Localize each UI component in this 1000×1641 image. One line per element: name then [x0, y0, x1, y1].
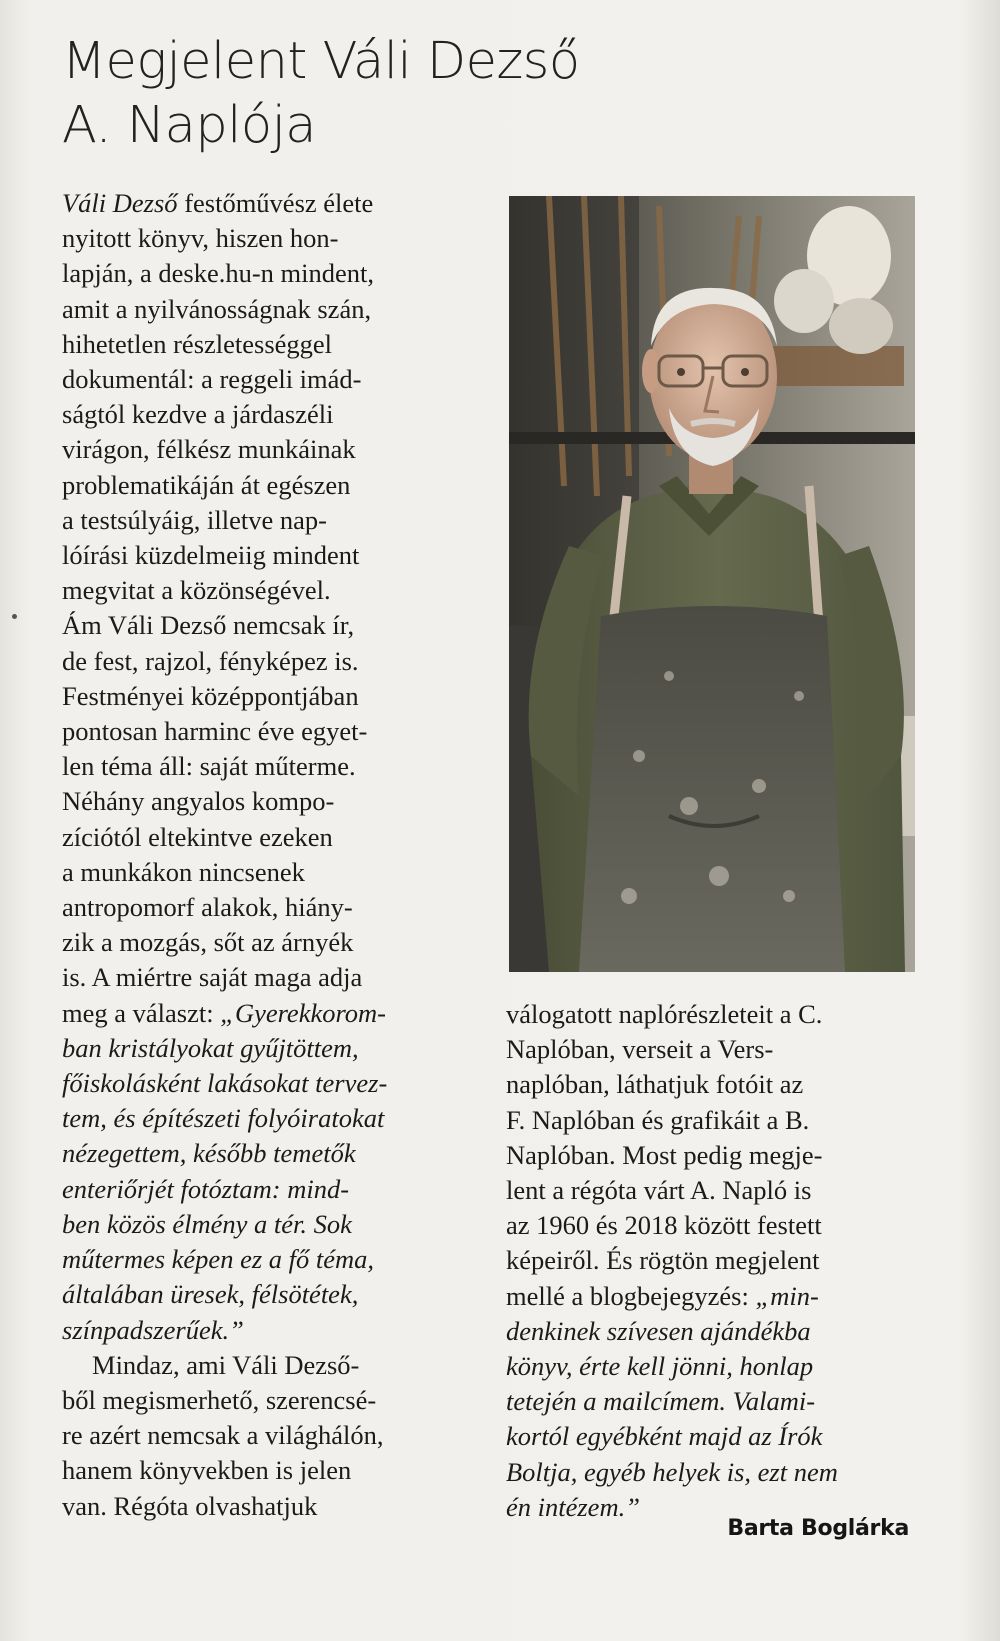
text-line: az 1960 és 2018 között festett	[506, 1210, 822, 1241]
painter-portrait-photo	[509, 196, 915, 972]
text-line: dokumentál: a reggeli imád-	[62, 364, 362, 395]
text-line	[506, 1279, 916, 1314]
text-line: naplóban, láthatjuk fotóit az	[506, 1069, 804, 1100]
text-line: lent a régóta várt A. Napló is	[506, 1175, 812, 1206]
italic-text-run: könyv, érte kell jönni, honlap	[506, 1351, 814, 1382]
text-line: a testsúlyáig, illetve nap-	[62, 504, 327, 535]
text-line	[62, 186, 472, 221]
text-line: zik a mozgás, sőt az árnyék	[62, 927, 354, 958]
text-line: nyitott könyv, hiszen hon-	[62, 223, 339, 254]
italic-text-run: én intézem.”	[506, 1491, 640, 1522]
text-line	[506, 1314, 916, 1349]
text-line: len téma áll: saját műterme.	[62, 751, 356, 782]
text-line	[62, 1207, 472, 1242]
text-line: Naplóban. Most pedig megje-	[506, 1139, 823, 1170]
text-line	[506, 1349, 916, 1384]
italic-text-run: általában üresek, félsötétek,	[62, 1279, 359, 1310]
text-run: mellé a blogbejegyzés:	[506, 1280, 756, 1311]
text-line: Festményei középpontjában	[62, 680, 359, 711]
article-body-right-column	[506, 997, 916, 1525]
text-line: F. Naplóban és grafikáit a B.	[506, 1104, 810, 1135]
text-line	[506, 1419, 916, 1454]
text-run: festőművész élete	[177, 188, 374, 218]
text-line: ságtól kezdve a járdaszéli	[62, 399, 334, 430]
italic-text-run: „min-	[755, 1280, 819, 1311]
painter-portrait-illustration	[509, 196, 915, 972]
text-line: lóírási küzdelmeiig mindent	[62, 540, 360, 571]
text-line: amit a nyilvánosságnak szán,	[62, 293, 372, 324]
italic-text-run: főiskolásként lakásokat tervez-	[62, 1068, 388, 1099]
text-line: virágon, félkész munkáinak	[62, 434, 356, 465]
text-line: válogatott naplórészleteit a C.	[506, 999, 823, 1029]
text-line: Mindaz, ami Váli Dezső-	[92, 1349, 360, 1380]
text-line	[506, 1384, 916, 1419]
italic-text-run: Váli Dezső	[62, 188, 178, 218]
article-title	[62, 30, 580, 158]
text-line: hihetetlen részletességgel	[62, 328, 333, 359]
text-line: pontosan harminc éve egyet-	[62, 716, 368, 747]
author-byline: Barta Boglárka	[727, 1516, 909, 1541]
text-line: ből megismerhető, szerencsé-	[62, 1384, 377, 1415]
italic-text-run: Boltja, egyéb helyek is, ezt nem	[506, 1456, 838, 1487]
title-line-1: Megjelent Váli Dezső	[62, 32, 580, 91]
text-line	[62, 996, 472, 1031]
text-line	[62, 1242, 472, 1277]
italic-text-run: nézegettem, később temetők	[62, 1138, 356, 1169]
scan-speck	[12, 614, 17, 619]
text-line: zíciótól eltekintve ezeken	[62, 821, 333, 852]
text-line: megvitat a közönségével.	[62, 575, 331, 606]
italic-text-run: enteriőrjét fotóztam: mind-	[62, 1173, 350, 1204]
text-line	[62, 1172, 472, 1207]
title-line-2: A. Naplója	[62, 96, 316, 155]
text-line: is. A miértre saját maga adja	[62, 962, 363, 993]
italic-text-run: tem, és építészeti folyóiratokat	[62, 1103, 385, 1134]
italic-text-run: tetején a mailcímem. Valami-	[506, 1386, 816, 1417]
text-line	[506, 1455, 916, 1490]
text-line: lapján, a deske.hu-n mindent,	[62, 258, 375, 289]
text-line	[62, 1066, 472, 1101]
text-line: Naplóban, verseit a Vers-	[506, 1034, 774, 1065]
text-line	[62, 1031, 472, 1066]
italic-text-run: műtermes képen ez a fő téma,	[62, 1244, 375, 1275]
text-line: képeiről. És rögtön megjelent	[506, 1245, 820, 1276]
italic-text-run: kortól egyébként majd az Írók	[506, 1421, 823, 1452]
text-line: Néhány angyalos kompo-	[62, 786, 335, 817]
text-line	[62, 1136, 472, 1171]
text-line	[62, 1277, 472, 1312]
text-line: problematikáján át egészen	[62, 469, 351, 500]
text-line: hanem könyvekben is jelen	[62, 1455, 352, 1486]
article-body-left-column	[62, 186, 472, 1524]
text-line	[62, 1101, 472, 1136]
italic-text-run: ben közös élmény a tér. Sok	[62, 1208, 352, 1239]
text-line: Ám Váli Dezső nemcsak ír,	[62, 610, 355, 641]
text-line: re azért nemcsak a világhálón,	[62, 1420, 384, 1451]
text-line: a munkákon nincsenek	[62, 856, 305, 887]
italic-text-run: ban kristályokat gyűjtöttem,	[62, 1032, 359, 1063]
text-line: van. Régóta olvashatjuk	[62, 1490, 318, 1521]
italic-text-run: színpadszerűek.”	[62, 1314, 244, 1345]
text-line: de fest, rajzol, fényképez is.	[62, 645, 359, 676]
text-line	[62, 1313, 472, 1348]
italic-text-run: denkinek szívesen ajándékba	[506, 1315, 811, 1346]
italic-text-run: „Gyerekkorom-	[220, 997, 387, 1028]
text-line: antropomorf alakok, hiány-	[62, 892, 353, 923]
text-run: meg a választ:	[62, 997, 221, 1028]
